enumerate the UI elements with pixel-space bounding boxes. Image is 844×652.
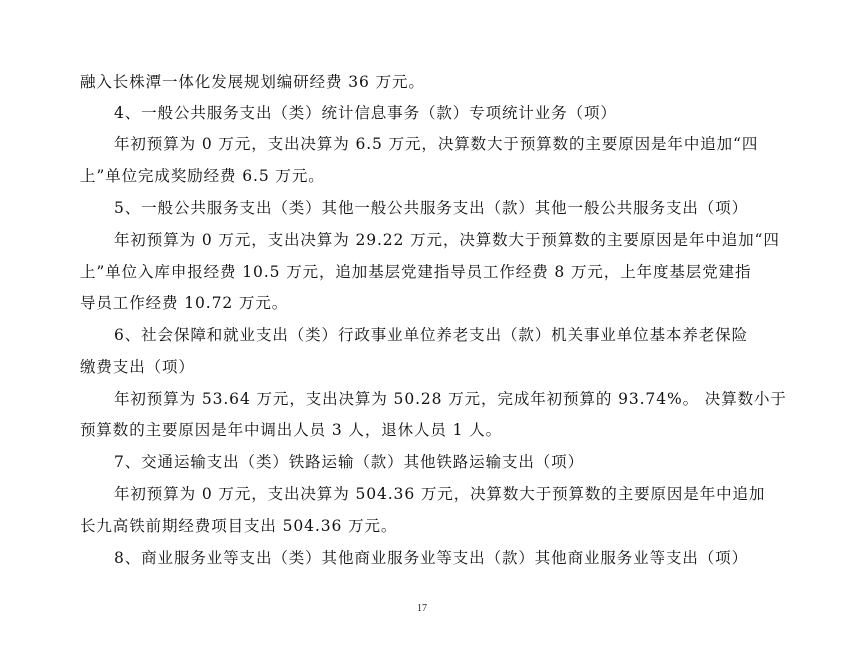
paragraph-line: 年初预算为 0 万元，支出决算为 29.22 万元，决算数大于预算数的主要原因是年中追加“四 xyxy=(114,231,780,249)
paragraph-line: 上”单位入库申报经费 10.5 万元，追加基层党建指导员工作经费 8 万元，上年度基层党建指 xyxy=(80,263,752,281)
section-heading-7: 7、交通运输支出（类）铁路运输（款）其他铁路运输支出（项） xyxy=(114,453,584,471)
paragraph-line: 融入长株潭一体化发展规划编研经费 36 万元。 xyxy=(80,73,425,91)
page-number: 17 xyxy=(417,603,427,614)
paragraph-line: 预算数的主要原因是年中调出人员 3 人，退休人员 1 人。 xyxy=(80,421,503,439)
section-heading-4: 4、一般公共服务支出（类）统计信息事务（款）专项统计业务（项） xyxy=(114,104,617,122)
section-heading-5: 5、一般公共服务支出（类）其他一般公共服务支出（款）其他一般公共服务支出（项） xyxy=(114,199,748,217)
paragraph-line: 长九高铁前期经费项目支出 504.36 万元。 xyxy=(80,517,398,535)
paragraph-line: 年初预算为 0 万元，支出决算为 504.36 万元，决算数大于预算数的主要原因是年中追加 xyxy=(114,485,766,503)
section-heading-8: 8、商业服务业等支出（类）其他商业服务业等支出（款）其他商业服务业等支出（项） xyxy=(114,549,748,567)
paragraph-line: 导员工作经费 10.72 万元。 xyxy=(80,294,289,312)
section-heading-6-continued: 缴费支出（项） xyxy=(80,358,195,376)
paragraph-line: 年初预算为 0 万元，支出决算为 6.5 万元，决算数大于预算数的主要原因是年中追加“四 xyxy=(114,135,759,153)
paragraph-line: 上”单位完成奖励经费 6.5 万元。 xyxy=(80,167,325,185)
section-heading-6: 6、社会保障和就业支出（类）行政事业单位养老支出（款）机关事业单位基本养老保险 xyxy=(114,326,748,344)
paragraph-line: 年初预算为 53.64 万元，支出决算为 50.28 万元，完成年初预算的 93.74%。 决算数小于 xyxy=(114,390,787,408)
